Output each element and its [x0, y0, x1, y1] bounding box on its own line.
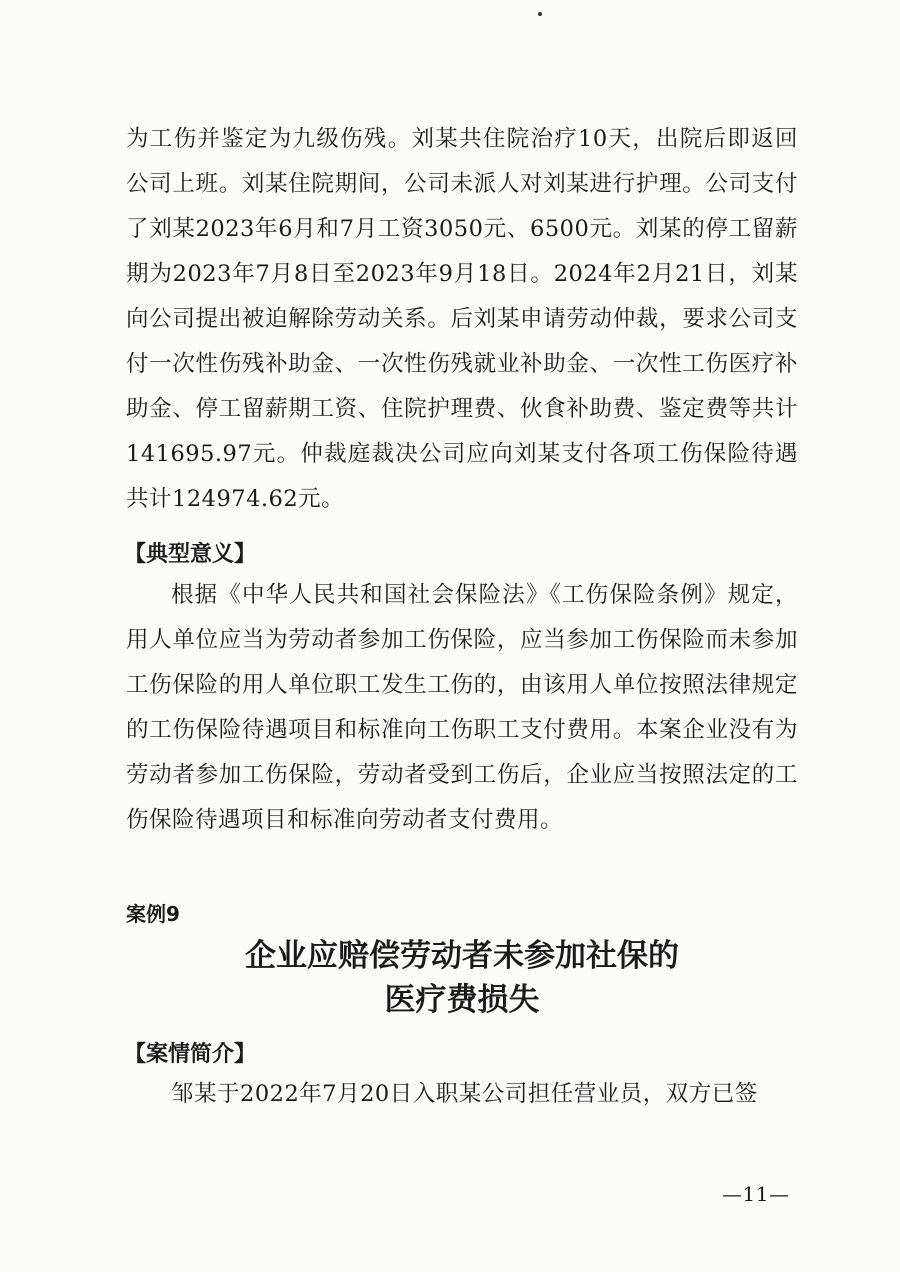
scan-mark	[538, 12, 542, 16]
case-title-line-2: 医疗费损失	[384, 982, 540, 1018]
paragraph-typical-significance: 根据《中华人民共和国社会保险法》《工伤保险条例》规定，用人单位应当为劳动者参加工伤保险，应当参加工伤保险而未参加工伤保险的用人单位职工发生工伤的，由该用人单位按照法律规定的工伤保险待遇项目和标准向工伤职工支付费用。本案企业没有为劳动者参加工伤保险，劳动者受到工伤后，企业应当按照法定的工伤保险待遇项目和标准向劳动者支付费用。	[126, 582, 798, 833]
page-number: —11—	[722, 1182, 790, 1206]
heading-case-summary: 【案情简介】	[124, 1042, 257, 1067]
case-title	[126, 934, 798, 1022]
heading-typical-significance: 【典型意义】	[124, 542, 257, 567]
case-number-label: 案例9	[126, 902, 180, 926]
paragraph-case-facts: 为工伤并鉴定为九级伤残。刘某共住院治疗10天，出院后即返回公司上班。刘某住院期间，公司未派人对刘某进行护理。公司支付了刘某2023年6月和7月工资3050元、6500元。刘某的停工留薪期为2023年7月8日至2023年9月18日。2024年2月21日，刘某向公司提出被迫解除劳动关系。后刘某申请劳动仲裁，要求公司支付一次性伤残补助金、一次性伤残就业补助金、一次性工伤医疗补助金、停工留薪期工资、住院护理费、伙食补助费、鉴定费等共计141695.97元。仲裁庭裁决公司应向刘某支付各项工伤保险待遇共计124974.62元。	[126, 126, 798, 512]
case-title-line-1: 企业应赔偿劳动者未参加社保的	[245, 938, 679, 974]
paragraph-case-summary: 邹某于2022年7月20日入职某公司担任营业员，双方已签	[171, 1081, 758, 1107]
